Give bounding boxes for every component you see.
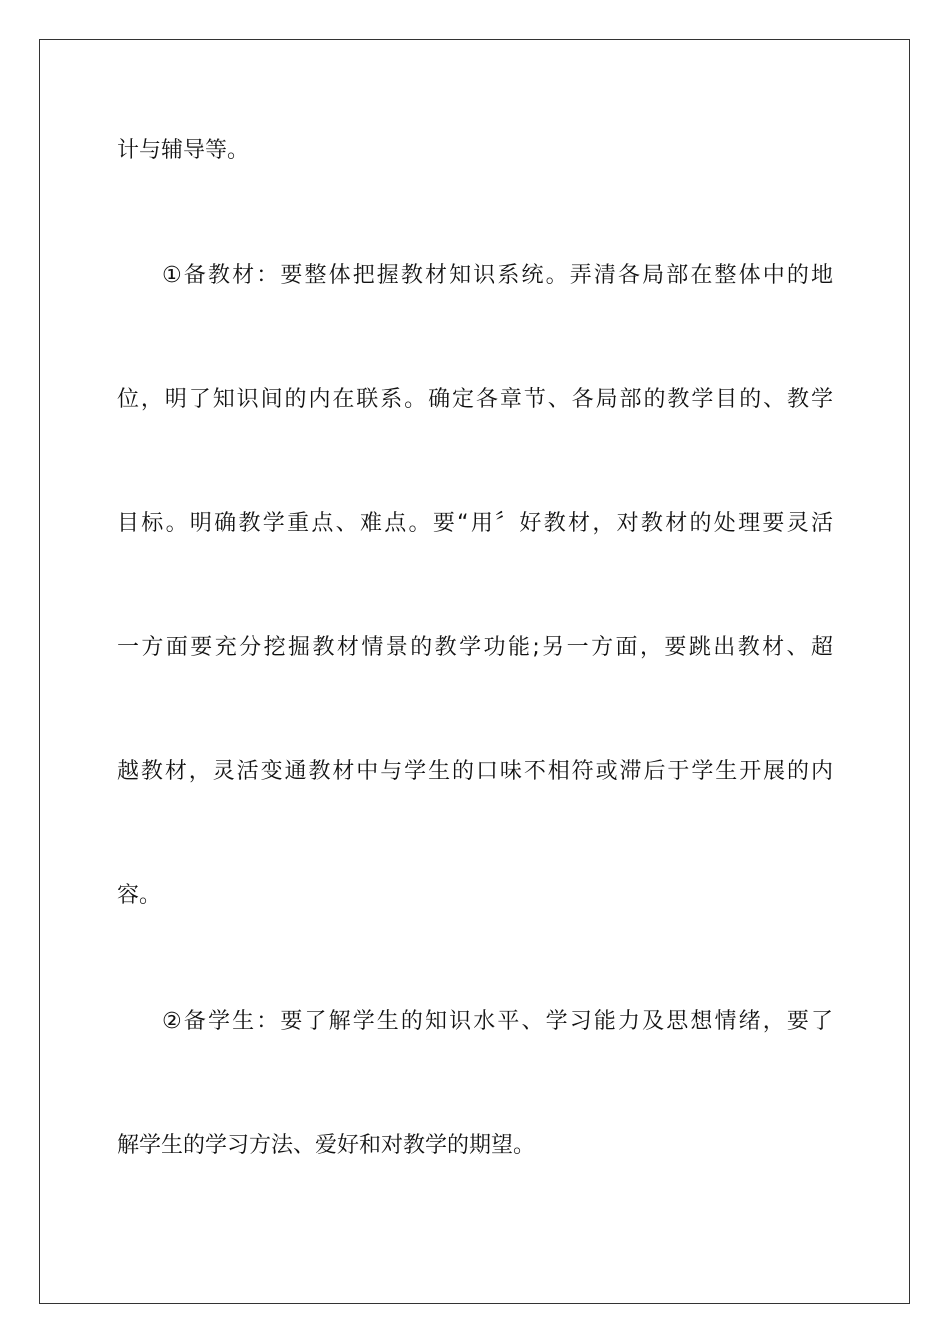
page-frame (39, 39, 910, 1304)
text-line-9: 解学生的学习方法、爱好和对教学的期望。 (117, 1133, 536, 1158)
text-line-3: 位，明了知识间的内在联系。确定各章节、各局部的教学目的、教学 (117, 387, 833, 412)
text-line-5: 一方面要充分挖掘教材情景的教学功能;另一方面，要跳出教材、超 (117, 635, 833, 660)
text-line-6: 越教材，灵活变通教材中与学生的口味不相符或滞后于学生开展的内 (117, 759, 833, 784)
text-line-7: 容。 (117, 883, 162, 908)
text-line-8: ②备学生：要了解学生的知识水平、学习能力及思想情绪，要了 (162, 1009, 833, 1034)
text-line-1: 计与辅导等。 (117, 138, 250, 163)
text-line-4: 目标。明确教学重点、难点。要“用〞好教材，对教材的处理要灵活 (117, 511, 833, 536)
text-line-2: ①备教材：要整体把握教材知识系统。弄清各局部在整体中的地 (162, 263, 833, 288)
